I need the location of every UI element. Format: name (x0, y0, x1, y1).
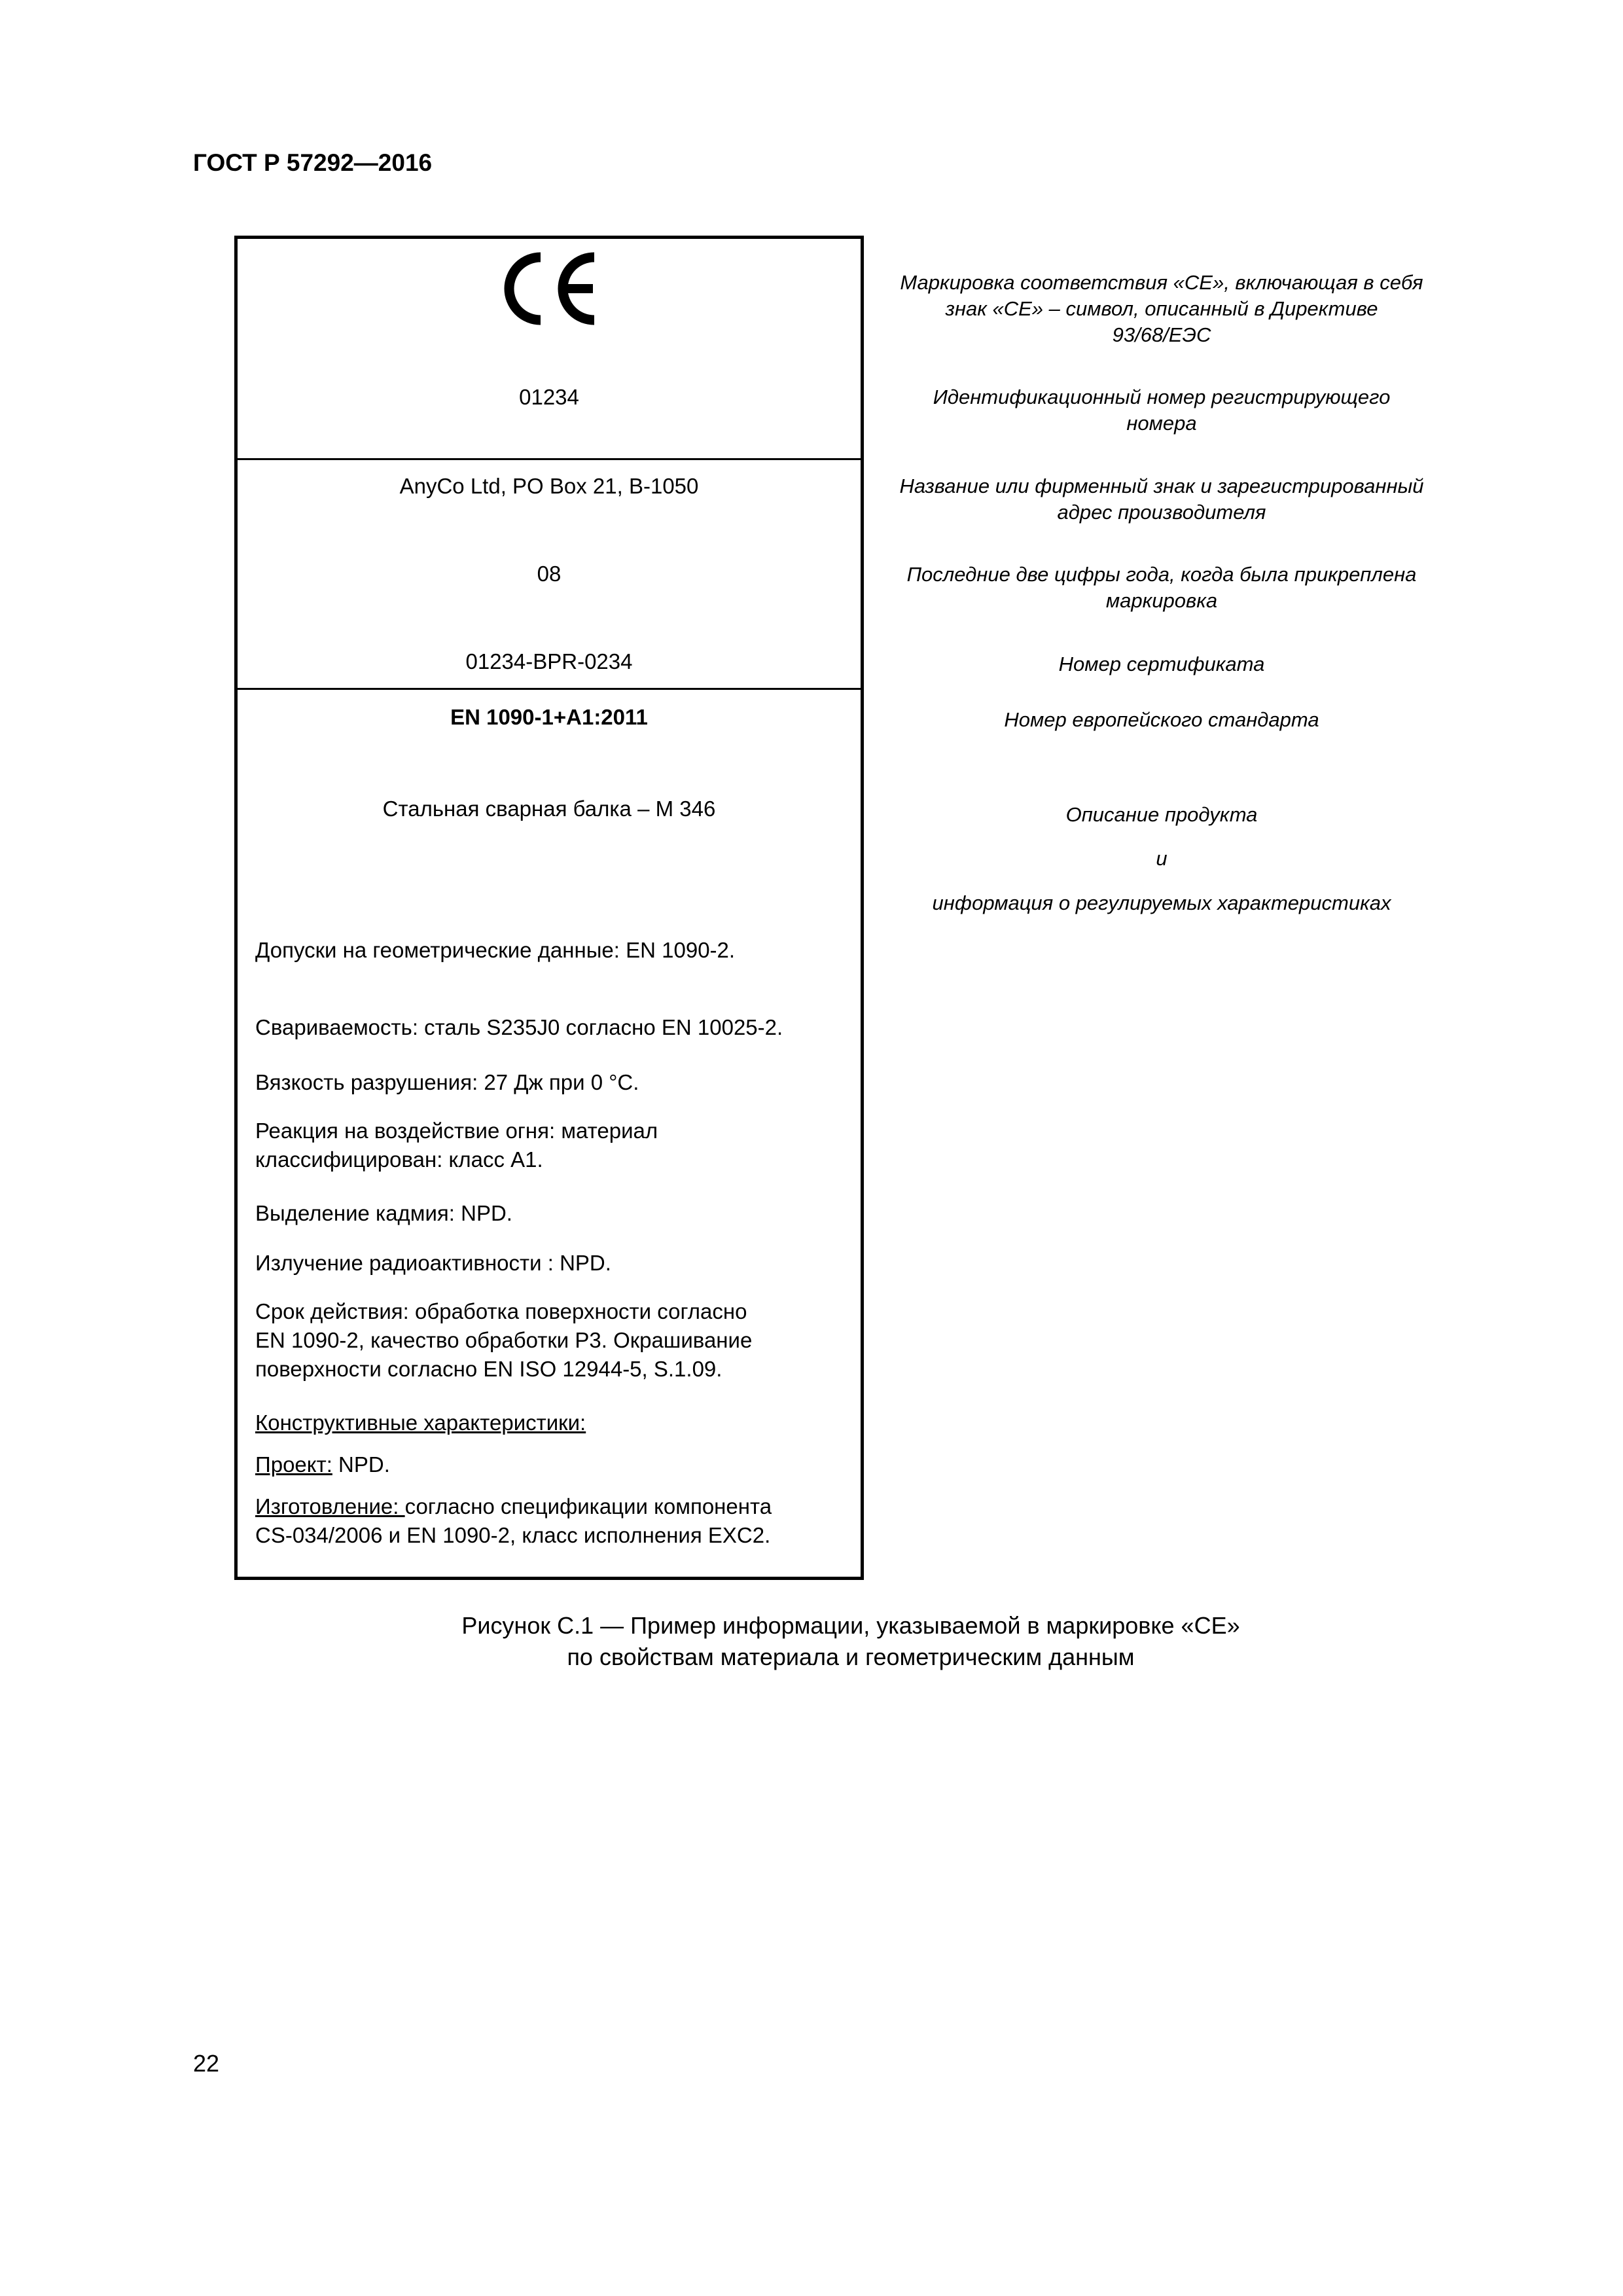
durability-line-2: EN 1090-2, качество обработки P3. Окрашивание (255, 1328, 753, 1352)
durability-line-1: Срок действия: обработка поверхности согласно (255, 1299, 747, 1323)
property-cadmium: Выделение кадмия: NPD. (255, 1201, 512, 1225)
annotation-ce (874, 270, 1450, 348)
annotation-ce-line-2: знак «CE» – символ, описанный в Директиве (945, 297, 1378, 320)
page-number: 22 (193, 2050, 220, 2077)
document-header: ГОСТ Р 57292—2016 (193, 149, 433, 176)
manufacture-value-1: согласно спецификации компонента (404, 1494, 772, 1518)
standard-number: EN 1090-1+A1:2011 (450, 705, 648, 729)
property-durability (255, 1297, 851, 1384)
annotation-year-line-1: Последние две цифры года, когда была прикреплена (906, 563, 1417, 586)
property-manufacture (255, 1492, 851, 1550)
design-value: NPD. (332, 1452, 390, 1477)
manufacture-value-2: CS-034/2006 и EN 1090-2, класс исполнения EXC2. (255, 1523, 771, 1547)
annotation-standard: Номер европейского стандарта (1004, 708, 1319, 731)
divider-2 (234, 688, 864, 690)
annotation-product: Описание продукта (1065, 803, 1258, 826)
fire-line-1: Реакция на воздействие огня: материал (255, 1119, 658, 1143)
annotation-year (874, 562, 1450, 614)
certificate-number: 01234-BPR-0234 (465, 649, 633, 673)
fire-line-2: классифицирован: класс A1. (255, 1147, 543, 1172)
ce-logo (497, 252, 602, 325)
design-label: Проект: (255, 1452, 332, 1477)
annotation-and: и (1156, 847, 1168, 870)
product-description: Стальная сварная балка – M 346 (382, 797, 716, 821)
annotation-id-line-2: номера (1126, 412, 1197, 435)
manufacturer-address: AnyCo Ltd, PO Box 21, B-1050 (399, 474, 699, 498)
year-digits: 08 (537, 562, 562, 586)
identification-number: 01234 (519, 385, 579, 409)
property-fire-reaction (255, 1117, 851, 1174)
durability-line-3: поверхности согласно EN ISO 12944-5, S.1.09. (255, 1357, 722, 1381)
annotation-ce-line-3: 93/68/ЕЭС (1112, 323, 1211, 346)
caption-line-2: по свойствам материала и геометрическим данным (567, 1643, 1135, 1670)
figure-caption (236, 1610, 1466, 1673)
manufacture-label: Изготовление: (255, 1494, 405, 1518)
annotation-certificate: Номер сертификата (1058, 653, 1265, 675)
annotation-regulated: информация о регулируемых характеристиках (932, 891, 1391, 914)
structural-heading: Конструктивные характеристики: (255, 1410, 586, 1435)
annotation-id-line-1: Идентификационный номер регистрирующего (933, 386, 1391, 408)
annotation-ce-line-1: Маркировка соответствия «CE», включающая в себя (900, 271, 1423, 294)
property-weldability: Свариваемость: сталь S235J0 согласно EN 10025-2. (255, 1015, 783, 1039)
annotation-id (874, 384, 1450, 437)
annotation-year-line-2: маркировка (1105, 589, 1218, 612)
property-radioactivity: Излучение радиоактивности : NPD. (255, 1251, 611, 1275)
property-tolerances: Допуски на геометрические данные: EN 1090-2. (255, 938, 736, 962)
annotation-manufacturer-line-1: Название или фирменный знак и зарегистрированный (899, 475, 1424, 497)
annotation-manufacturer (874, 473, 1450, 526)
property-design (255, 1450, 851, 1479)
annotation-manufacturer-line-2: адрес производителя (1057, 501, 1266, 524)
caption-line-1: Рисунок С.1 — Пример информации, указываемой в маркировке «CE» (461, 1612, 1240, 1639)
divider-1 (234, 458, 864, 460)
property-toughness: Вязкость разрушения: 27 Дж при 0 °C. (255, 1070, 639, 1094)
